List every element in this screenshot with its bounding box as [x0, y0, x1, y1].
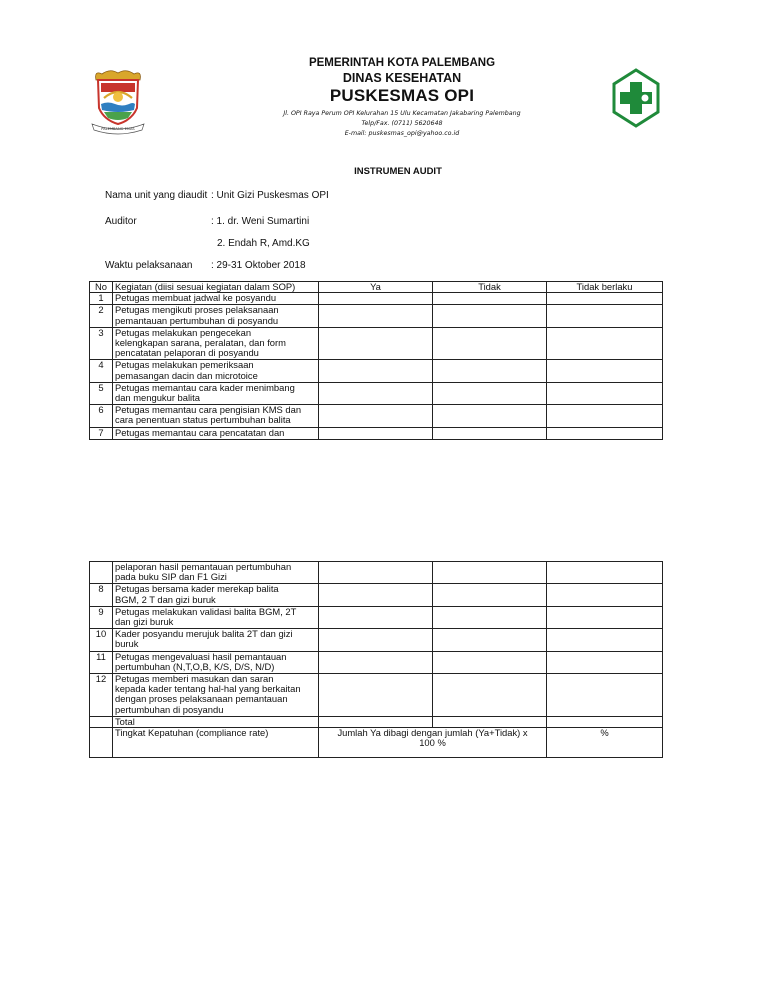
auditor-label: Auditor: [105, 216, 137, 227]
header-phone: Telp/Fax. (0711) 5620648: [361, 120, 443, 127]
table-row: [90, 382, 663, 404]
row-activity: [113, 562, 319, 584]
row-number: 5: [90, 382, 113, 404]
compliance-row: [90, 727, 663, 757]
activity-line: Petugas bersama kader merekap balita: [115, 583, 279, 595]
total-label: Total: [113, 716, 319, 727]
auditor-2: 2. Endah R, Amd.KG: [217, 238, 310, 249]
audit-table-page2: [89, 561, 663, 758]
tidak-berlaku-cell[interactable]: [547, 562, 663, 584]
row-number: 12: [90, 673, 113, 716]
row-number: 4: [90, 360, 113, 382]
time-label: Waktu pelaksanaan: [105, 260, 193, 271]
header-line3: PUSKESMAS OPI: [329, 86, 475, 105]
compliance-formula-line2: 100 %: [419, 737, 446, 749]
row-number: 8: [90, 584, 113, 606]
table-row: [90, 427, 663, 439]
tidak-berlaku-cell[interactable]: [547, 629, 663, 651]
row-activity: [113, 360, 319, 382]
row-activity: [113, 405, 319, 427]
table-header-row: [90, 282, 663, 293]
tidak-cell[interactable]: [433, 305, 547, 327]
tidak-berlaku-cell[interactable]: [547, 427, 663, 439]
activity-line: Petugas mengikuti proses pelaksanaan: [115, 304, 279, 316]
row-activity: [113, 584, 319, 606]
activity-line: pelaporan hasil pemantauan pertumbuhan: [115, 561, 292, 572]
activity-line: pencatatan pelaporan di posyandu: [115, 347, 259, 359]
activity-line: dengan proses pelaksanaan pemantauan: [115, 693, 288, 705]
row-number: 10: [90, 629, 113, 651]
unit-label: Nama unit yang diaudit: [105, 190, 208, 201]
audit-table-page1: [89, 281, 663, 440]
ya-cell[interactable]: [319, 305, 433, 327]
tidak-cell[interactable]: [433, 405, 547, 427]
tidak-berlaku-cell[interactable]: [547, 405, 663, 427]
tidak-berlaku-cell[interactable]: [547, 651, 663, 673]
activity-line: Petugas membuat jadwal ke posyandu: [115, 292, 277, 304]
ya-cell[interactable]: [319, 629, 433, 651]
activity-line: pemasangan dacin dan microtoice: [115, 369, 258, 381]
row-activity: [113, 327, 319, 360]
tidak-berlaku-cell[interactable]: [547, 673, 663, 716]
activity-line: Petugas memberi masukan dan saran: [115, 673, 274, 684]
row-activity: [113, 651, 319, 673]
activity-line: Petugas melakukan pengecekan: [115, 327, 252, 338]
row-activity: [113, 305, 319, 327]
tidak-berlaku-cell[interactable]: [547, 293, 663, 305]
row-number: 11: [90, 651, 113, 673]
compliance-formula: [319, 727, 547, 757]
header-ya: Ya: [319, 282, 433, 293]
row-number: [90, 562, 113, 584]
activity-line: Petugas memantau cara pencatatan dan: [115, 427, 285, 438]
table-row: [90, 562, 663, 584]
document-title: INSTRUMEN AUDIT: [354, 166, 442, 177]
table-row: [90, 629, 663, 651]
header-address: Jl. OPI Raya Perum OPI Kelurahan 15 Ulu Kecamatan Jakabaring Palembang: [283, 110, 521, 117]
header-no: No: [90, 282, 113, 293]
ya-cell[interactable]: [319, 606, 433, 628]
ya-cell[interactable]: [319, 651, 433, 673]
activity-line: pertumbuhan di posyandu: [115, 703, 224, 715]
activity-line: pertumbuhan (N,T,O,B, K/S, D/S, N/D): [115, 660, 275, 672]
activity-line: cara penentuan status pertumbuhan balita: [115, 414, 291, 426]
activity-line: kelengkapan sarana, peralatan, dan form: [115, 336, 286, 348]
row-number: 2: [90, 305, 113, 327]
ya-cell[interactable]: [319, 327, 433, 360]
activity-line: BGM, 2 T dan gizi buruk: [115, 593, 216, 605]
tidak-berlaku-cell[interactable]: [547, 584, 663, 606]
table-row: [90, 651, 663, 673]
ya-cell[interactable]: [319, 405, 433, 427]
unit-value: : Unit Gizi Puskesmas OPI: [211, 190, 329, 201]
tidak-berlaku-cell[interactable]: [547, 382, 663, 404]
header-tidak-berlaku: Tidak berlaku: [547, 282, 663, 293]
tidak-cell[interactable]: [433, 606, 547, 628]
auditor-1: : 1. dr. Weni Sumartini: [211, 216, 310, 227]
row-activity: [113, 606, 319, 628]
tidak-cell[interactable]: [433, 427, 547, 439]
ya-cell[interactable]: [319, 427, 433, 439]
ya-cell[interactable]: [319, 562, 433, 584]
header-tidak: Tidak: [433, 282, 547, 293]
tidak-cell[interactable]: [433, 382, 547, 404]
activity-line: kepada kader tentang hal-hal yang berkaitan: [115, 683, 301, 695]
row-number: 3: [90, 327, 113, 360]
tidak-cell[interactable]: [433, 629, 547, 651]
tidak-cell[interactable]: [433, 327, 547, 360]
ya-cell[interactable]: [319, 360, 433, 382]
table-row: [90, 293, 663, 305]
table-row: [90, 360, 663, 382]
table-row: [90, 305, 663, 327]
tidak-cell[interactable]: [433, 360, 547, 382]
ya-cell[interactable]: [319, 673, 433, 716]
row-activity: [113, 293, 319, 305]
activity-line: Petugas mengevaluasi hasil pemantauan: [115, 651, 287, 662]
tidak-berlaku-cell[interactable]: [547, 360, 663, 382]
row-activity: [113, 427, 319, 439]
table-row: [90, 584, 663, 606]
table-row: [90, 673, 663, 716]
tidak-berlaku-cell[interactable]: [547, 606, 663, 628]
activity-line: pada buku SIP dan F1 Gizi: [115, 571, 227, 583]
activity-line: Petugas memantau cara pengisian KMS dan: [115, 404, 302, 416]
row-number: 1: [90, 293, 113, 305]
ya-cell[interactable]: [319, 584, 433, 606]
ya-cell[interactable]: [319, 382, 433, 404]
tidak-cell[interactable]: [433, 584, 547, 606]
activity-line: Kader posyandu merujuk balita 2T dan gizi: [115, 628, 293, 640]
activity-line: dan mengukur balita: [115, 391, 200, 403]
total-row: [90, 716, 663, 727]
time-value: : 29-31 Oktober 2018: [211, 260, 306, 271]
header-email: E-mail: puskesmas_opi@yahoo.co.id: [344, 130, 460, 137]
table-row: [90, 606, 663, 628]
row-number: 9: [90, 606, 113, 628]
activity-line: Petugas memantau cara kader menimbang: [115, 382, 295, 393]
row-activity: [113, 382, 319, 404]
activity-line: pemantauan pertumbuhan di posyandu: [115, 314, 279, 326]
header-line2: DINAS KESEHATAN: [342, 71, 462, 85]
row-number: 7: [90, 427, 113, 439]
compliance-percent: %: [547, 727, 663, 757]
header-kegiatan: Kegiatan (diisi sesuai kegiatan dalam SOP): [113, 282, 319, 293]
tidak-berlaku-cell[interactable]: [547, 327, 663, 360]
header-line1: PEMERINTAH KOTA PALEMBANG: [308, 57, 496, 69]
compliance-label: Tingkat Kepatuhan (compliance rate): [113, 727, 319, 757]
table-row: [90, 405, 663, 427]
table-row: [90, 327, 663, 360]
compliance-formula-line1: Jumlah Ya dibagi dengan jumlah (Ya+Tidak) x: [337, 727, 528, 738]
activity-line: Petugas melakukan pemeriksaan: [115, 359, 254, 371]
activity-line: buruk: [115, 638, 139, 650]
row-activity: [113, 673, 319, 716]
row-activity: [113, 629, 319, 651]
tidak-cell[interactable]: [433, 673, 547, 716]
activity-line: dan gizi buruk: [115, 615, 174, 627]
logo-caption: PALEMBANG EMAS: [101, 127, 135, 131]
tidak-cell[interactable]: [433, 562, 547, 584]
tidak-cell[interactable]: [433, 293, 547, 305]
activity-line: Petugas melakukan validasi balita BGM, 2T: [115, 606, 297, 617]
row-number: 6: [90, 405, 113, 427]
tidak-cell[interactable]: [433, 651, 547, 673]
ya-cell[interactable]: [319, 293, 433, 305]
tidak-berlaku-cell[interactable]: [547, 305, 663, 327]
